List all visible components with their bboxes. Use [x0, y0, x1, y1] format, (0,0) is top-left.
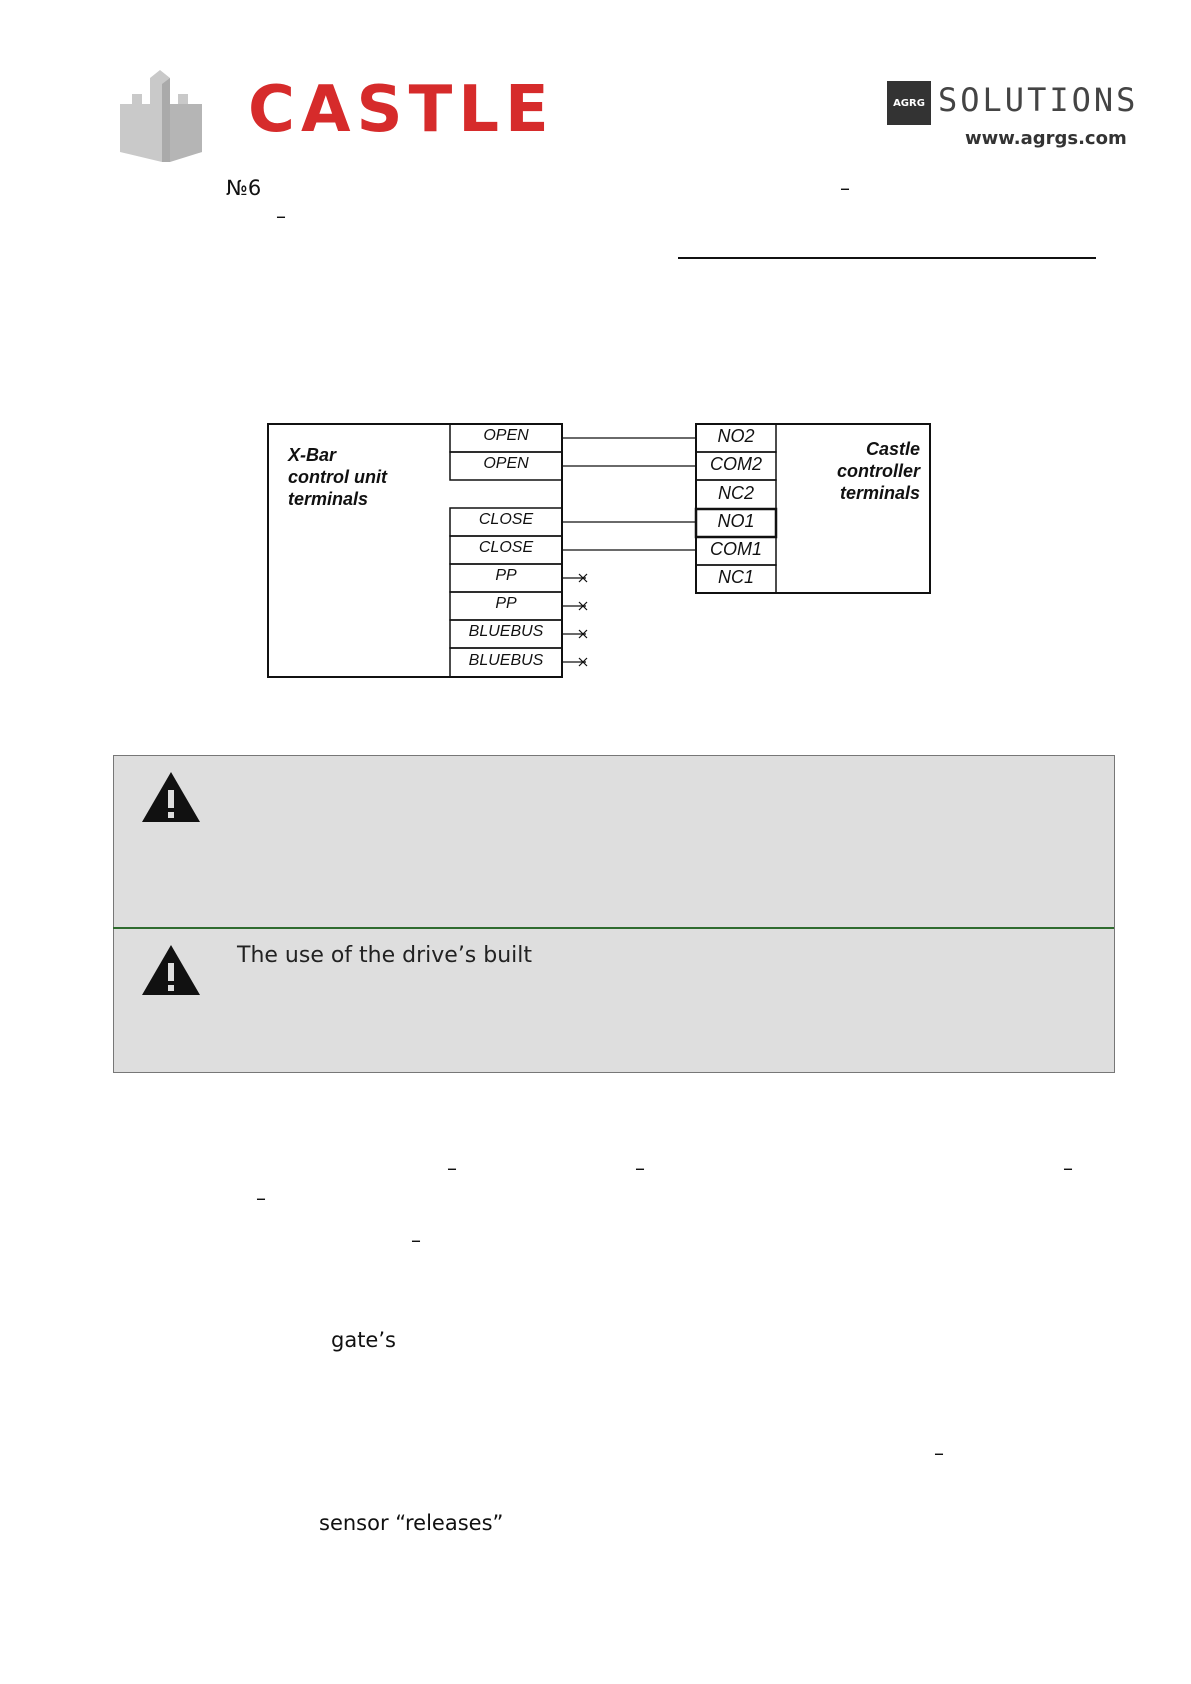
castle-controller-title	[778, 438, 920, 504]
body-dash-6: –	[934, 1441, 944, 1465]
terminal-close-1: CLOSE	[478, 511, 534, 528]
terminal-close-2: CLOSE	[478, 539, 534, 556]
warning-icon	[140, 943, 202, 1001]
unconnected-stubs	[562, 574, 587, 666]
castle-title-line-2: controller	[836, 461, 920, 481]
castle-title-line-3: terminals	[839, 483, 920, 503]
xbar-title-line-3: terminals	[288, 489, 369, 509]
figure-number: №6	[226, 176, 262, 200]
body-dash-4: –	[256, 1186, 266, 1210]
terminal-com1: COM1	[709, 539, 762, 559]
partner-logo-text: SOLUTIONS	[938, 81, 1139, 119]
body-dash-5: –	[411, 1228, 421, 1252]
body-fragment-gate: gate’s	[331, 1328, 396, 1352]
terminal-nc1: NC1	[717, 567, 754, 587]
warning-panel	[113, 755, 1115, 1073]
body-dash-1: –	[447, 1156, 457, 1180]
underline-rule	[678, 257, 1096, 259]
body-fragment-sensor: sensor “releases”	[319, 1511, 504, 1535]
castle-title-line-1: Castle	[865, 439, 920, 459]
castle-tower-icon	[112, 64, 212, 164]
xbar-title-line-2: control unit	[288, 467, 387, 487]
xbar-title-line-1: X-Bar	[288, 445, 337, 465]
intro-dash-2: –	[276, 204, 286, 228]
terminal-open-1: OPEN	[483, 427, 529, 444]
partner-logo-box: AGRG	[887, 81, 931, 125]
castle-logo	[112, 64, 212, 164]
terminal-open-2: OPEN	[483, 455, 529, 472]
terminal-com2: COM2	[709, 454, 762, 474]
warning-text-2: The use of the drive’s built	[237, 943, 533, 968]
terminal-bluebus-1: BLUEBUS	[468, 623, 544, 640]
terminal-pp-2: PP	[495, 595, 517, 612]
terminal-no1: NO1	[717, 511, 755, 531]
xbar-title	[288, 444, 387, 510]
body-dash-2: –	[635, 1156, 645, 1180]
warning-separator	[113, 927, 1114, 929]
intro-dash-1: –	[840, 176, 850, 200]
wiring-diagram	[266, 422, 934, 680]
terminal-bluebus-2: BLUEBUS	[468, 652, 544, 669]
warning-icon	[140, 770, 202, 828]
terminal-no2: NO2	[717, 426, 755, 446]
body-dash-3: –	[1063, 1156, 1073, 1180]
terminal-nc2: NC2	[717, 483, 754, 503]
terminal-pp-1: PP	[495, 567, 517, 584]
brand-logo-text: CASTLE	[248, 73, 555, 147]
partner-website: www.agrgs.com	[965, 128, 1127, 149]
